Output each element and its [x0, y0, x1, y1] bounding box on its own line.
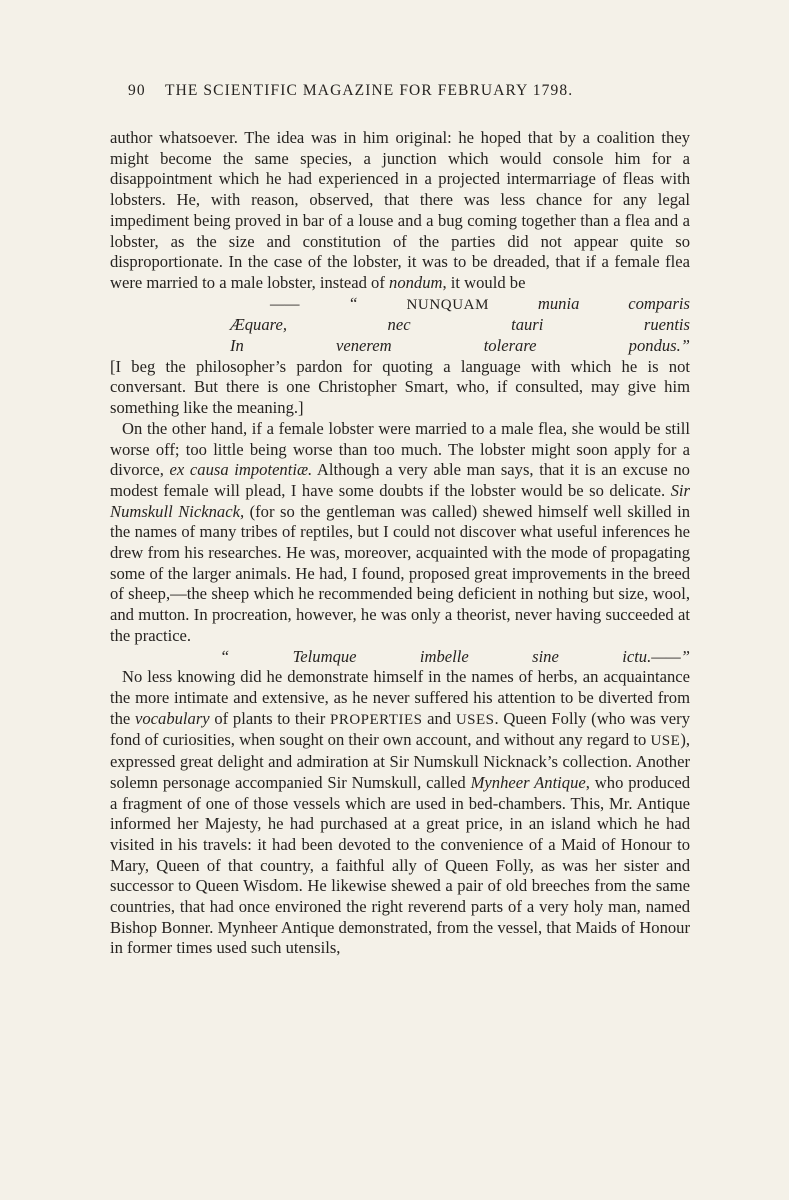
verse-line-1 — [110, 294, 690, 316]
text-run: of plants to their — [209, 708, 330, 728]
smallcaps-run: PROPERTIES — [330, 711, 423, 728]
text-run: author whatsoever. The idea was in him original: he hoped that by a coalition they might become the same species, a junction which would console him for a disappointment which he had experienced in a projected intermarriage of fleas with lobsters. He, with reason, observed, that there was less chance for any legal impediment being proved in bar of a louse and a bug coming together than a flea and a lobster, as the size and constitution of the parties did not appear quite so disproportionate. In the case of the lobster, it was to be dreaded, that if a female flea were married to a male lobster, instead of — [110, 128, 690, 292]
text-run: , it would be — [442, 272, 526, 292]
text-run: Although a very able man says, that it is an excuse no modest female will plead, I have some doubts if the lobster would be so delicate. — [110, 460, 690, 500]
verse-smallcaps: NUNQUAM — [406, 296, 490, 313]
italic-run: Mynheer Antique — [470, 772, 586, 792]
text-run: On the other hand, if a female lobster were married to a male flea, she would be still worse off; too little being worse than too much. The lobster might soon apply for a divorce, — [110, 418, 690, 480]
text-run: and — [422, 708, 456, 728]
paragraph-4 — [110, 667, 690, 959]
italic-run: nondum — [389, 272, 443, 292]
page-header — [110, 82, 690, 110]
paragraph-2: [I beg the philosopher’s pardon for quoting a language with which he is not conversant. But there is one Christopher Smart, who, if consulted, may give him something like the meaning.] — [110, 356, 690, 418]
italic-run: ex causa impotentiæ. — [169, 460, 313, 480]
page-number: 90 — [128, 82, 146, 99]
smallcaps-run: USE — [650, 733, 681, 750]
verse-rest: munia comparis — [489, 293, 690, 313]
text-run: (for so the gentleman was called) shewed himself well skilled in the names of many tribes of reptiles, but I could not discover what useful inferences he drew from his researches. He was, moreover, acquainted with the mode of propagating some of the larger animals. He had, I found, proposed great improvements in the breed of sheep,—the sheep which he recommended being deficient in nothing but size, wool, and mutton. In procreation, however, he was only a theorist, never having succeeded at the practice. — [110, 501, 691, 645]
verse-line-2: Æquare, nec tauri ruentis — [230, 315, 690, 335]
paragraph-1 — [110, 128, 690, 294]
text-run: ), expressed great delight and admiration at Sir Numskull Nicknack’s collection. Another solemn personage accompanied Sir Numskull, called — [110, 730, 690, 792]
verse-line-4: “ Telumque imbelle sine ictu.——” — [220, 646, 690, 666]
text-run: . Queen Folly (who was very fond of curiosities, when sought on their own account, and without any regard to — [110, 708, 690, 750]
text-run: , who produced a fragment of one of those vessels which are used in bed-chambers. This, Mr. Antique informed her Majesty, he had purchased at a great price, in an island which he had visited in his travels: it had been devoted to the convenience of a Maid of Honour to Mary, Queen of that country, a faithful ally of Queen Folly, as was her sister and successor to Queen Wisdom. He likewise shewed a pair of old breeches from the same countries, that had once environed the right reverend parts of a very holy man, named Bishop Bonner. Mynheer Antique demonstrated, from the vessel, that Maids of Honour in former times used such utensils, — [110, 772, 690, 958]
smallcaps-run: USES — [455, 711, 495, 728]
running-title: THE SCIENTIFIC MAGAZINE FOR FEBRUARY 1798. — [165, 82, 574, 99]
article-body — [110, 128, 690, 959]
verse-line-3: In venerem tolerare pondus.” — [230, 336, 690, 356]
paragraph-3 — [110, 419, 690, 647]
italic-run: Sir Numskull Nicknack, — [110, 480, 690, 521]
italic-run: vocabulary — [135, 708, 210, 728]
text-run: No less knowing did he demonstrate himself in the names of herbs, an acquaintance the more intimate and extensive, as he never suffered his attention to be diverted from the — [110, 667, 690, 728]
verse-dash: —— “ — [270, 293, 407, 313]
